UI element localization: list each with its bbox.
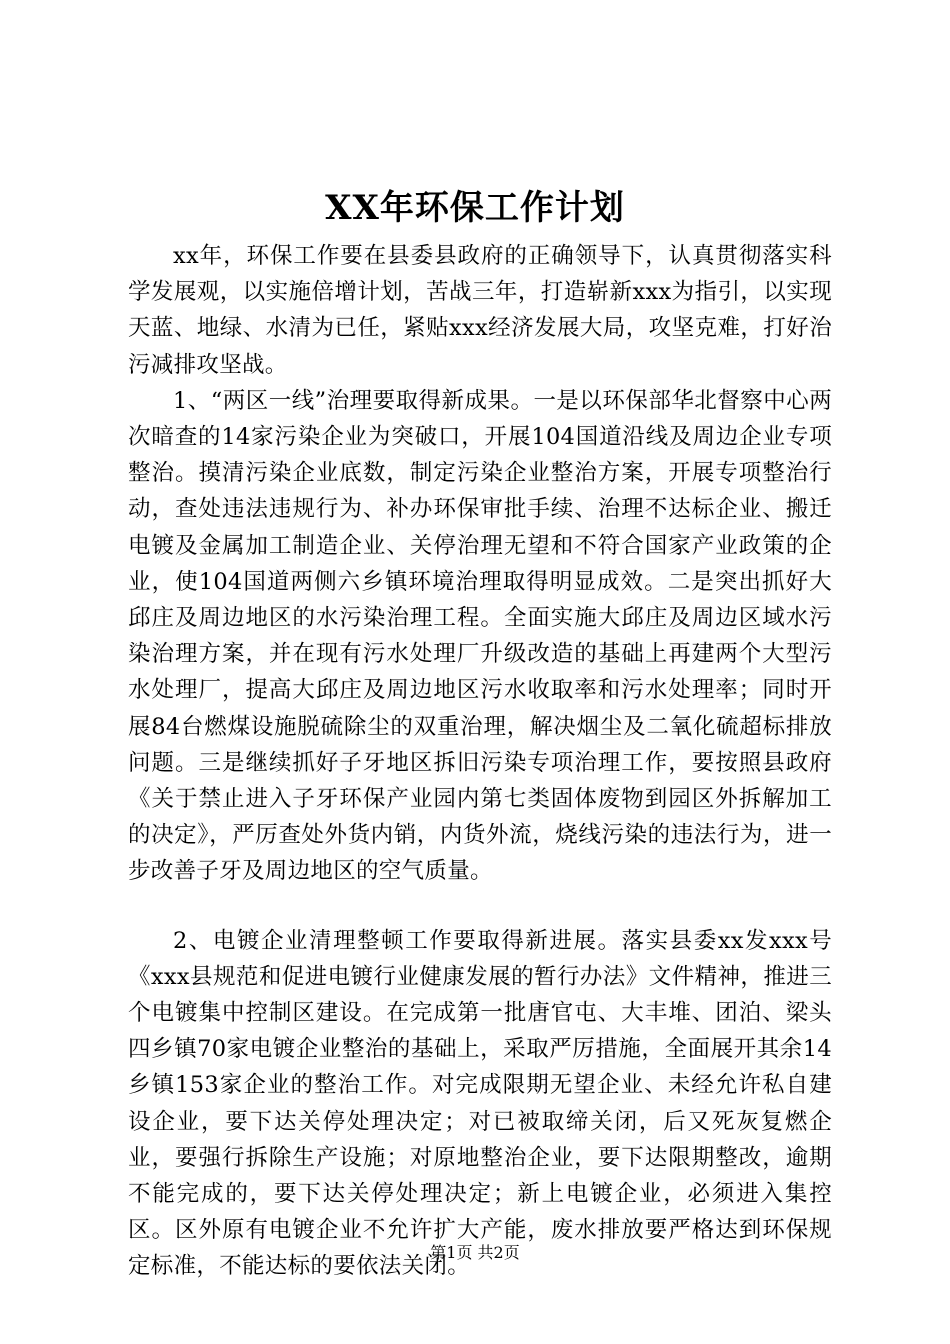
intro-paragraph: xx年，环保工作要在县委县政府的正确领导下，认真贯彻落实科学发展观，以实施倍增计划，苦战三年，打造崭新xxx为指引，以实现天蓝、地绿、水清为已任，紧贴xxx经济发展大局，攻坚克难，打好治污减排攻坚战。: [128, 243, 832, 378]
page-number-footer: 第1页 共2页: [430, 1243, 520, 1262]
document-title: XX年环保工作计划: [325, 188, 625, 228]
section-2-paragraph: 2、电镀企业清理整顿工作要取得新进展。落实县委xx发xxx号《xxx县规范和促进电镀行业健康发展的暂行办法》文件精神，推进三个电镀集中控制区建设。在完成第一批唐官屯、大丰堆、团泊、梁头四乡镇70家电镀企业整治的基础上，采取严厉措施，全面展开其余14乡镇153家企业的整治工作。对完成限期无望企业、未经允许私自建设企业，要下达关停处理决定；对已被取缔关闭，后又死灰复燃企业，要强行拆除生产设施；对原地整治企业，要下达限期整改，逾期不能完成的，要下达关停处理决定；新上电镀企业，必须进入集控区。区外原有电镀企业不允许扩大产能，废水排放要严格达到环保规定标准，不能达标的要依法关闭。: [128, 927, 832, 1280]
document-body: [128, 238, 832, 1285]
section-1-paragraph: 1、“两区一线”治理要取得新成果。一是以环保部华北督察中心两次暗查的14家污染企业为突破口，开展104国道沿线及周边企业专项整治。摸清污染企业底数，制定污染企业整治方案，开展专项整治行动，查处违法违规行为、补办环保审批手续、治理不达标企业、搬迁电镀及金属加工制造企业、关停治理无望和不符合国家产业政策的企业，使104国道两侧六乡镇环境治理取得明显成效。二是突出抓好大邱庄及周边地区的水污染治理工程。全面实施大邱庄及周边区域水污染治理方案，并在现有污水处理厂升级改造的基础上再建两个大型污水处理厂，提高大邱庄及周边地区污水收取率和污水处理率；同时开展84台燃煤设施脱硫除尘的双重治理，解决烟尘及二氧化硫超标排放问题。三是继续抓好子牙地区拆旧污染专项治理工作，要按照县政府《关于禁止进入子牙环保产业园内第七类固体废物到园区外拆解加工的决定》，严厉查处外货内销，内货外流，烧线污染的违法行为，进一步改善子牙及周边地区的空气质量。: [128, 387, 832, 885]
